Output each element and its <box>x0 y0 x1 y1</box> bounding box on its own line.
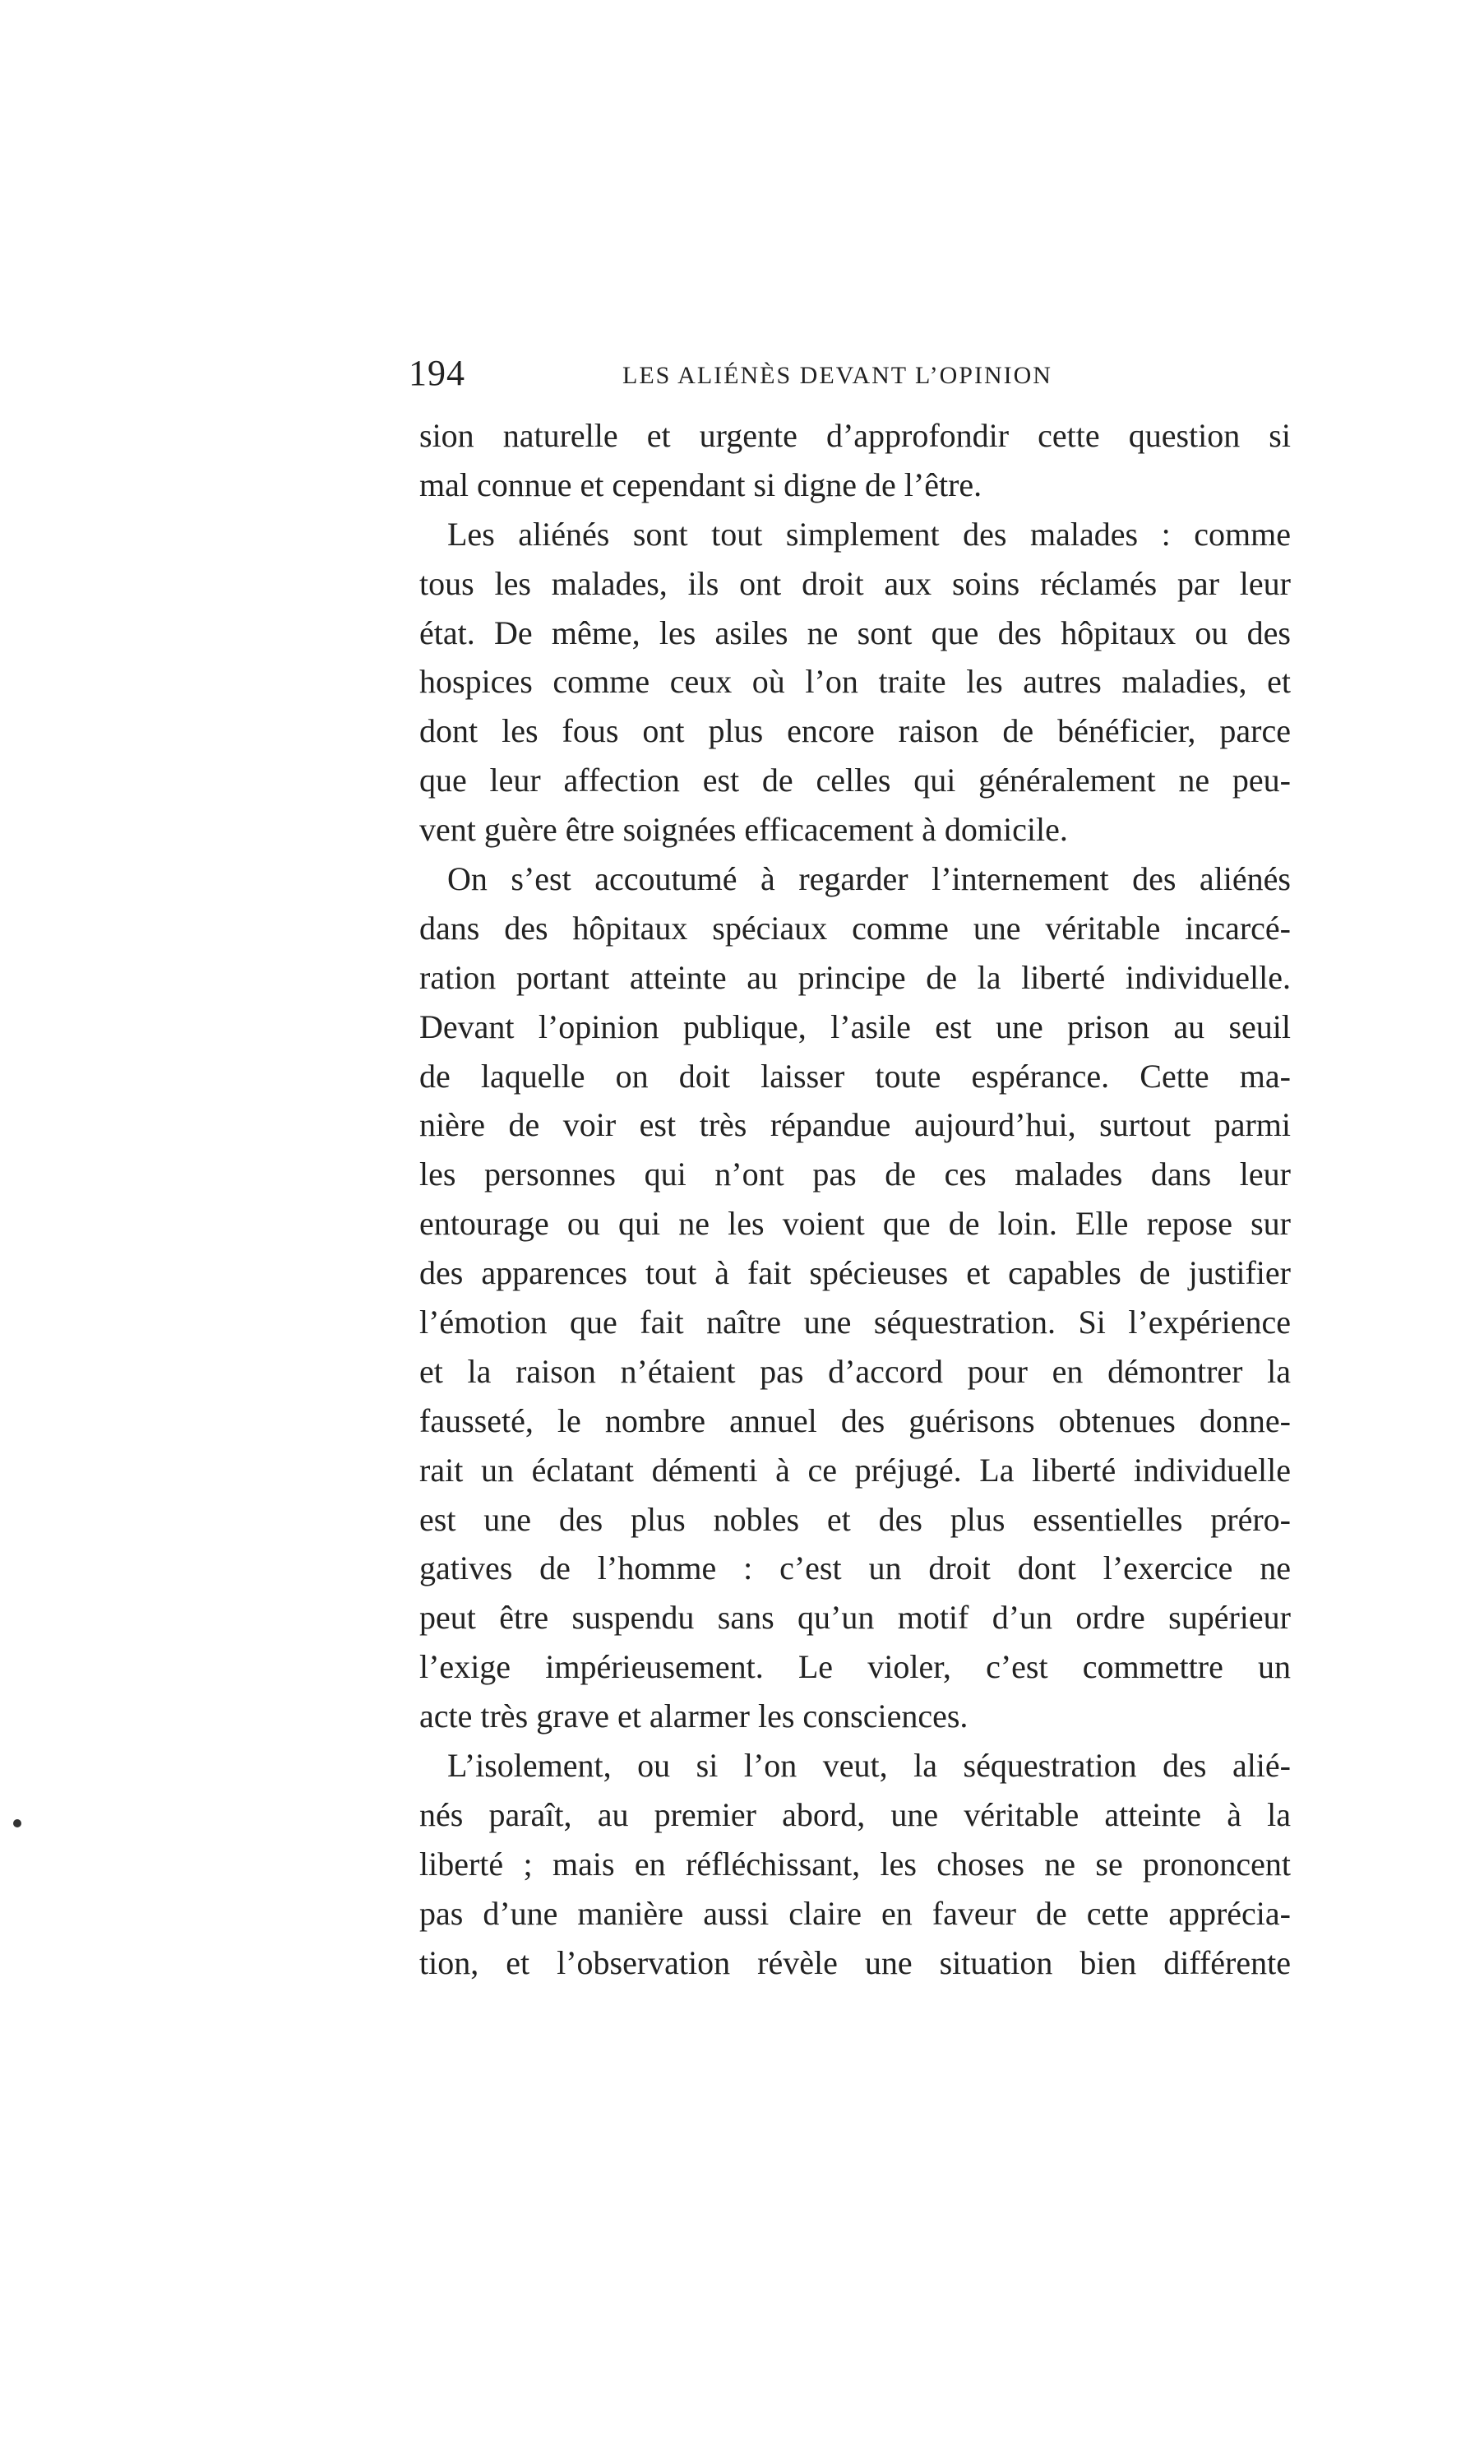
text-line: que leur affection est de celles qui généralement ne peu- <box>419 762 1291 799</box>
text-line: acte très grave et alarmer les consciences. <box>419 1697 969 1735</box>
text-line: On s’est accoutumé à regarder l’internement des aliénés <box>447 860 1291 898</box>
text-line: vent guère être soignées efficacement à domicile. <box>419 811 1068 849</box>
text-line: tion, et l’observation révèle une situation bien différente <box>419 1943 1291 1981</box>
page-number: 194 <box>409 353 465 393</box>
text-line: L’isolement, ou si l’on veut, la séquestration des alié- <box>447 1747 1291 1785</box>
text-line: nés paraît, au premier abord, une véritable atteinte à la <box>419 1795 1291 1833</box>
text-line: Devant l’opinion publique, l’asile est une prison au seuil <box>419 1007 1291 1045</box>
text-line: les personnes qui n’ont pas de ces malades dans leur <box>419 1156 1291 1193</box>
running-title: LES ALIÉNÈS DEVANT L’OPINION <box>622 362 1052 389</box>
page-header <box>409 352 1301 401</box>
text-line: rait un éclatant démenti à ce préjugé. La liberté individuelle <box>419 1451 1291 1489</box>
text-line: Les aliénés sont tout simplement des malades : comme <box>447 515 1291 553</box>
text-line: tous les malades, ils ont droit aux soins réclamés par leur <box>419 564 1291 602</box>
text-line: dans des hôpitaux spéciaux comme une véritable incarcé- <box>419 909 1291 947</box>
ink-speck <box>13 1819 21 1827</box>
text-line: nière de voir est très répandue aujourd’hui, surtout parmi <box>419 1106 1291 1144</box>
text-line: ration portant atteinte au principe de la liberté individuelle. <box>419 958 1291 996</box>
body-text <box>419 411 1291 1988</box>
text-line: état. De même, les asiles ne sont que des hôpitaux ou des <box>419 614 1291 651</box>
text-line: sion naturelle et urgente d’approfondir cette question si <box>419 417 1291 454</box>
text-line: entourage ou qui ne les voient que de loin. Elle repose sur <box>419 1205 1291 1243</box>
text-line: pas d’une manière aussi claire en faveur de cette apprécia- <box>419 1894 1291 1932</box>
text-line: l’émotion que fait naître une séquestration. Si l’expérience <box>419 1304 1291 1341</box>
text-line: des apparences tout à fait spécieuses et capables de justifier <box>419 1254 1291 1292</box>
text-line: de laquelle on doit laisser toute espérance. Cette ma- <box>419 1057 1291 1095</box>
text-line: mal connue et cependant si digne de l’être. <box>419 465 982 503</box>
text-line: dont les fous ont plus encore raison de bénéficier, parce <box>419 712 1291 750</box>
text-line: est une des plus nobles et des plus essentielles préro- <box>419 1500 1291 1538</box>
text-line: gatives de l’homme : c’est un droit dont l’exercice ne <box>419 1549 1291 1587</box>
text-line: l’exige impérieusement. Le violer, c’est commettre un <box>419 1648 1291 1686</box>
text-line: liberté ; mais en réfléchissant, les choses ne se prononcent <box>419 1845 1291 1883</box>
text-line: et la raison n’étaient pas d’accord pour en démontrer la <box>419 1352 1291 1390</box>
text-line: fausseté, le nombre annuel des guérisons obtenues donne- <box>419 1401 1291 1439</box>
text-line: hospices comme ceux où l’on traite les autres maladies, et <box>419 663 1291 701</box>
text-line: peut être suspendu sans qu’un motif d’un ordre supérieur <box>419 1599 1291 1637</box>
